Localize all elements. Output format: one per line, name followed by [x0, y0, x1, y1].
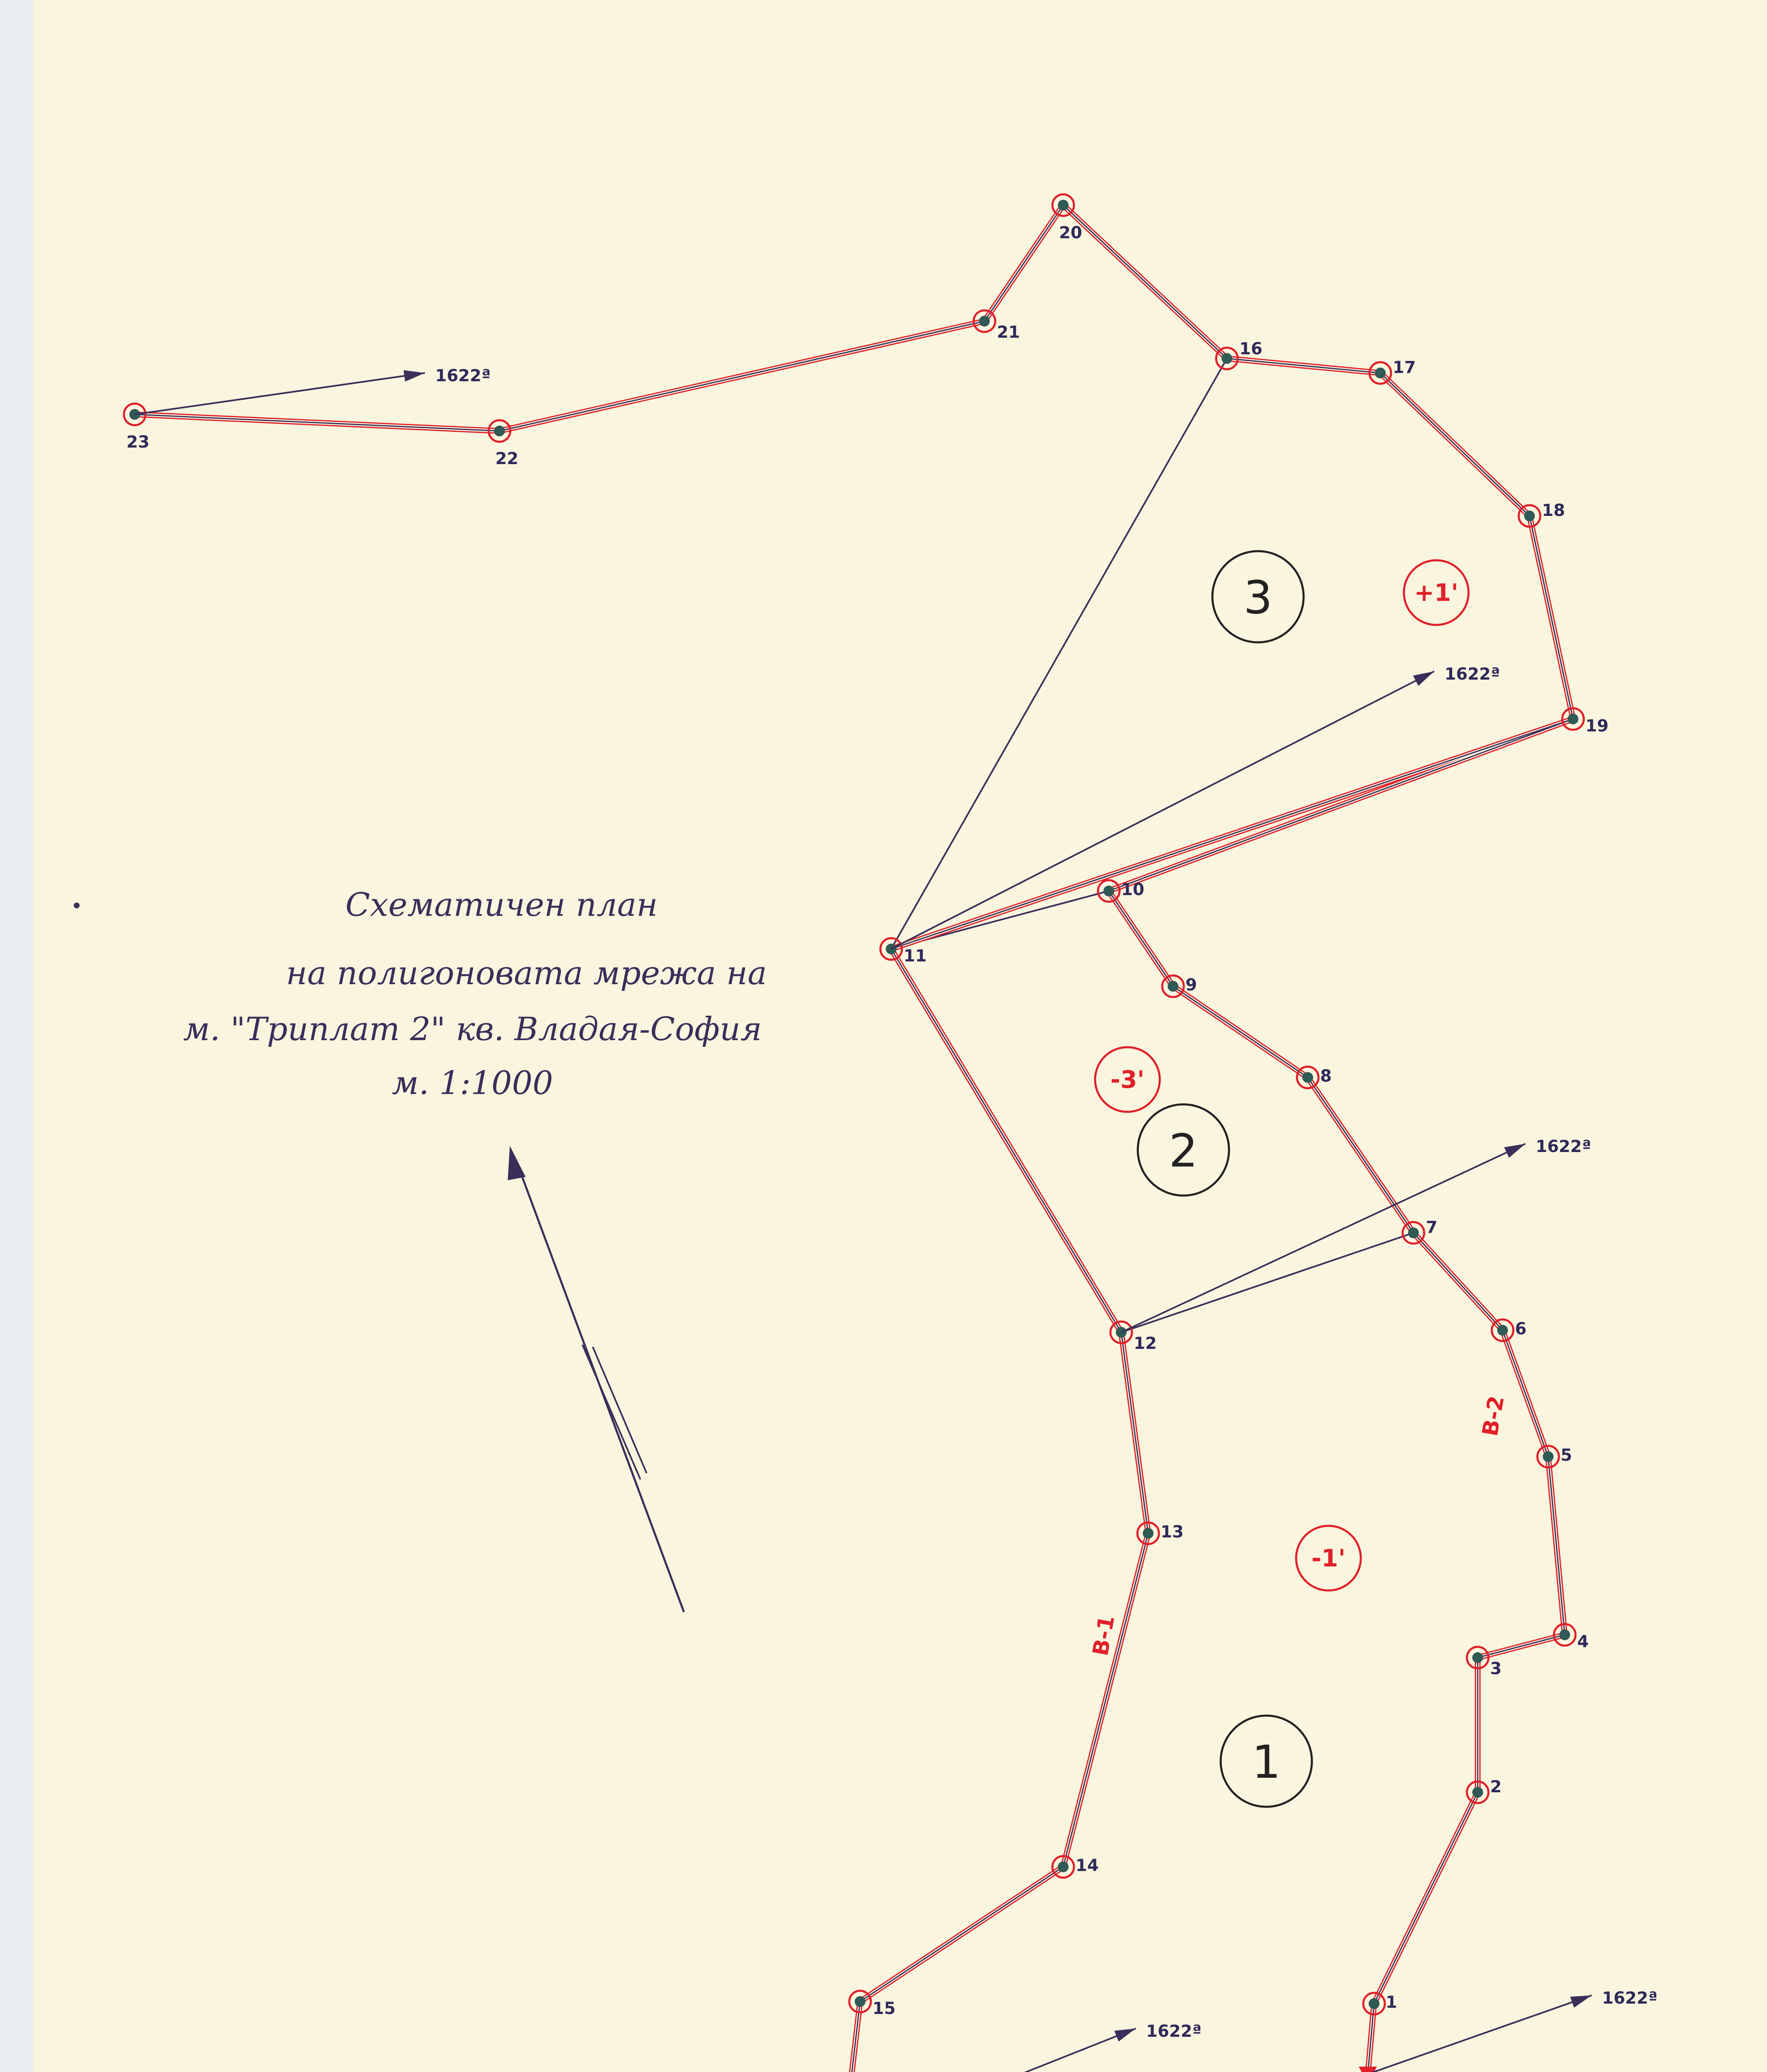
station-marker [1058, 1861, 1069, 1872]
orientation-arrow-label: 1622ª [1445, 665, 1500, 684]
title-line-3: м. "Триплат 2" кв. Владая-София [183, 1011, 762, 1048]
station-label: 14 [1076, 1856, 1099, 1875]
orientation-arrow-label: 1622ª [435, 366, 491, 385]
route-b2-label: В-2 [1478, 1394, 1510, 1438]
title-line-2: на полигоновата мрежа на [286, 955, 767, 992]
scan-speck [74, 903, 80, 908]
orientation-arrow-label: 1622ª [1536, 1137, 1591, 1156]
station-label: 5 [1561, 1446, 1572, 1465]
station-marker [1302, 1072, 1313, 1083]
station-label: 6 [1515, 1319, 1527, 1339]
correction-area-3-text: +1' [1414, 579, 1459, 607]
station-marker [1568, 714, 1578, 724]
station-marker [1472, 1787, 1483, 1798]
scan-edge [0, 0, 33, 2072]
title-line-1: Схематичен план [345, 886, 658, 924]
station-marker [1472, 1652, 1483, 1663]
station-label: 8 [1320, 1067, 1332, 1086]
area-1-label: 1 [1252, 1736, 1281, 1789]
station-label: 2 [1490, 1777, 1502, 1796]
area-2-label: 2 [1169, 1124, 1198, 1177]
station-marker [494, 426, 505, 436]
station-marker [1497, 1325, 1508, 1336]
area-3-label: 3 [1243, 571, 1273, 624]
station-label: 18 [1542, 501, 1565, 520]
route-b1-label: В-1 [1088, 1613, 1120, 1658]
station-label: 17 [1393, 358, 1416, 377]
station-marker [1222, 353, 1232, 364]
station-label: 23 [126, 433, 150, 452]
station-label: 16 [1239, 339, 1263, 358]
station-label: 1 [1386, 1993, 1397, 2012]
station-marker [1369, 1998, 1379, 2009]
station-label: 9 [1185, 975, 1197, 995]
title-line-4: м. 1:1000 [392, 1065, 553, 1102]
station-label: 7 [1426, 1218, 1437, 1237]
station-label: 4 [1577, 1632, 1589, 1651]
station-marker [1168, 981, 1178, 992]
correction-area-2-text: -3' [1110, 1065, 1145, 1094]
correction-area-1-text: -1' [1311, 1544, 1346, 1572]
station-label: 19 [1585, 716, 1609, 736]
station-marker [1058, 200, 1069, 211]
station-label: 12 [1134, 1334, 1157, 1353]
station-label: 13 [1161, 1523, 1184, 1542]
station-label: 15 [873, 1999, 896, 2018]
station-label: 21 [997, 323, 1020, 342]
station-label: 10 [1121, 880, 1144, 899]
station-marker [855, 1996, 865, 2007]
station-label: 22 [495, 449, 519, 468]
station-marker [1524, 511, 1535, 521]
station-label: 20 [1059, 223, 1082, 242]
station-marker [1559, 1629, 1570, 1640]
station-marker [1143, 1528, 1154, 1539]
station-marker [1543, 1451, 1554, 1462]
station-label: 3 [1490, 1659, 1502, 1678]
station-label: 11 [904, 946, 927, 966]
station-marker [1375, 368, 1386, 378]
station-marker [979, 316, 990, 327]
orientation-arrow-label: 1622ª [1602, 1989, 1658, 2008]
station-marker [1103, 886, 1114, 896]
orientation-arrow-label: 1622ª [1146, 2022, 1202, 2041]
station-marker [1408, 1227, 1419, 1238]
